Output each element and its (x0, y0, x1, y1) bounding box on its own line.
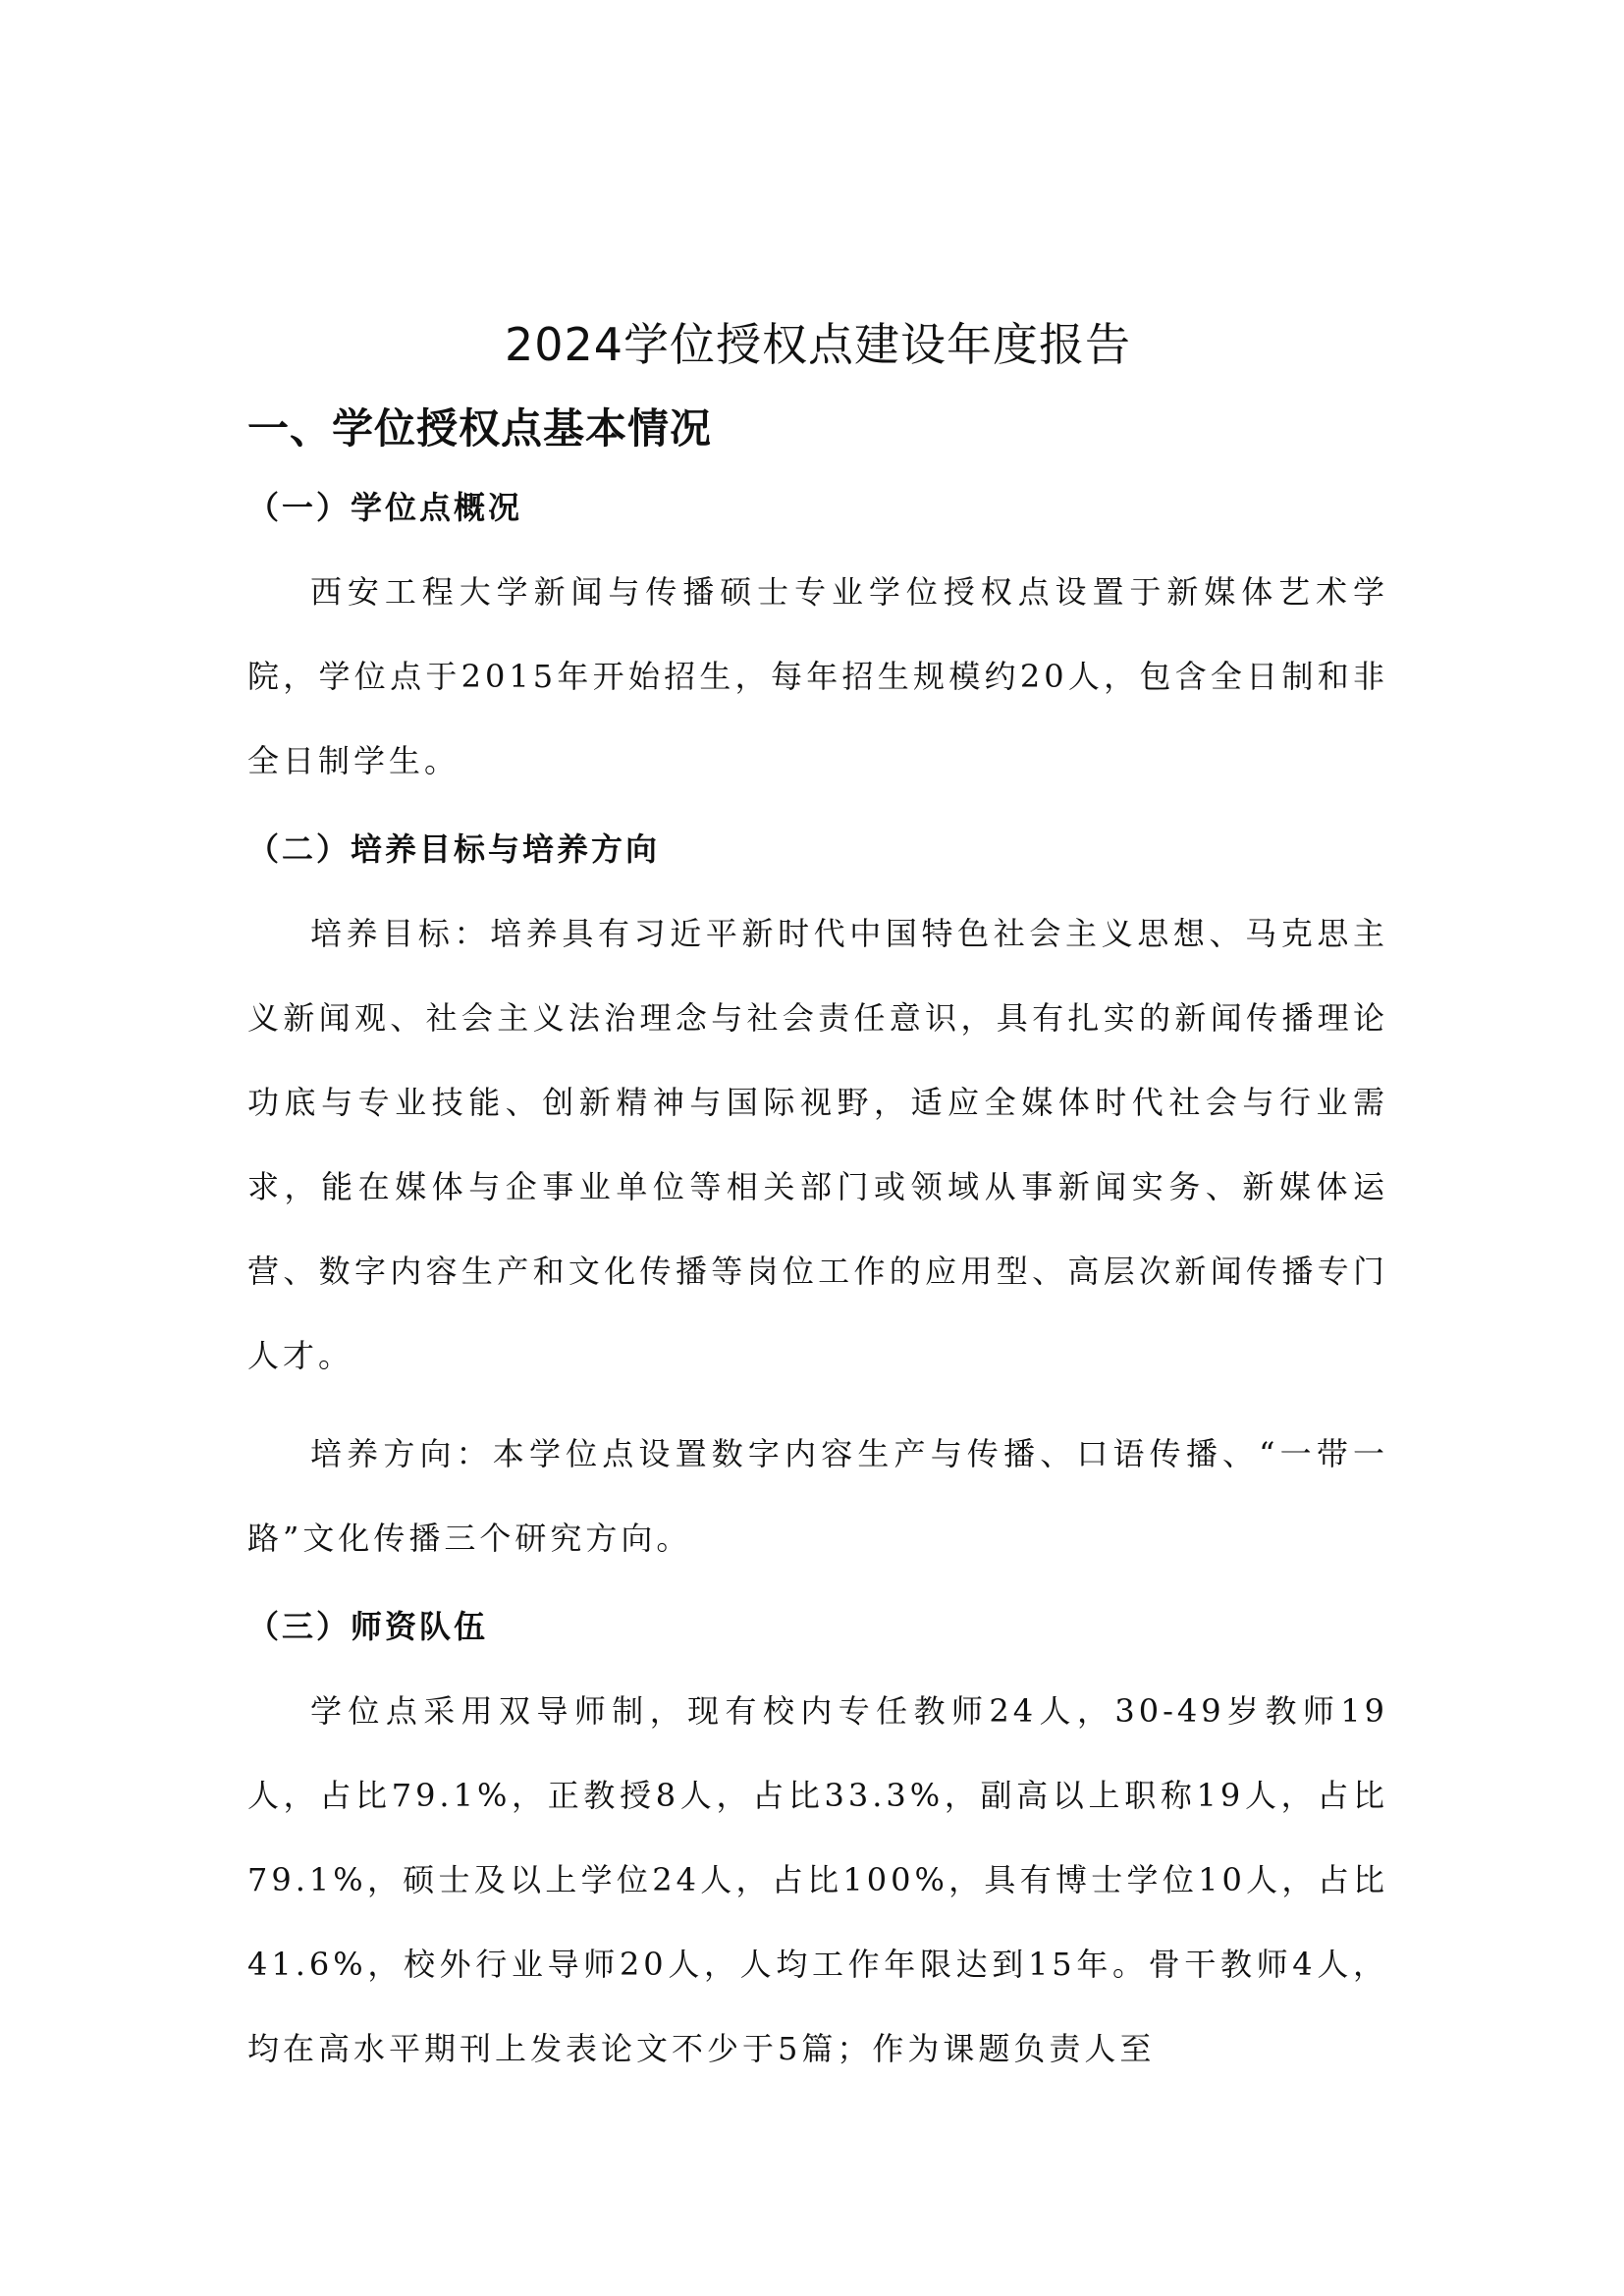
paragraph-faculty: 学位点采用双导师制，现有校内专任教师24人，30-49岁教师19人，占比79.1%，正教授8人，占比33.3%，副高以上职称19人，占比79.1%，硕士及以上学位24人，占比100%，具有博士学位10人，占比41.6%，校外行业导师20人，人均工作年限达到15年。骨干教师4人，均在高水平期刊上发表论文不少于5篇；作为课题负责人至 (247, 1692, 1388, 2067)
paragraph-overview: 西安工程大学新闻与传播硕士专业学位授权点设置于新媒体艺术学院，学位点于2015年开始招生，每年招生规模约20人，包含全日制和非全日制学生。 (247, 573, 1388, 779)
subsection-heading-overview: （一）学位点概况 (247, 489, 523, 526)
subsection-heading-training-goals: （二）培养目标与培养方向 (247, 830, 661, 868)
report-title: 2024学位授权点建设年度报告 (504, 318, 1132, 371)
paragraph-training-goal: 培养目标：培养具有习近平新时代中国特色社会主义思想、马克思主义新闻观、社会主义法治理念与社会责任意识，具有扎实的新闻传播理论功底与专业技能、创新精神与国际视野，适应全媒体时代社会与行业需求，能在媒体与企事业单位等相关部门或领域从事新闻实务、新媒体运营、数字内容生产和文化传播等岗位工作的应用型、高层次新闻传播专门人才。 (247, 915, 1388, 1374)
subsection-heading-faculty: （三）师资队伍 (247, 1608, 489, 1645)
document-content (247, 312, 1388, 2091)
section-heading-basic-info: 一、学位授权点基本情况 (247, 404, 713, 453)
paragraph-training-directions: 培养方向：本学位点设置数字内容生产与传播、口语传播、“一带一路”文化传播三个研究方向。 (247, 1435, 1388, 1557)
